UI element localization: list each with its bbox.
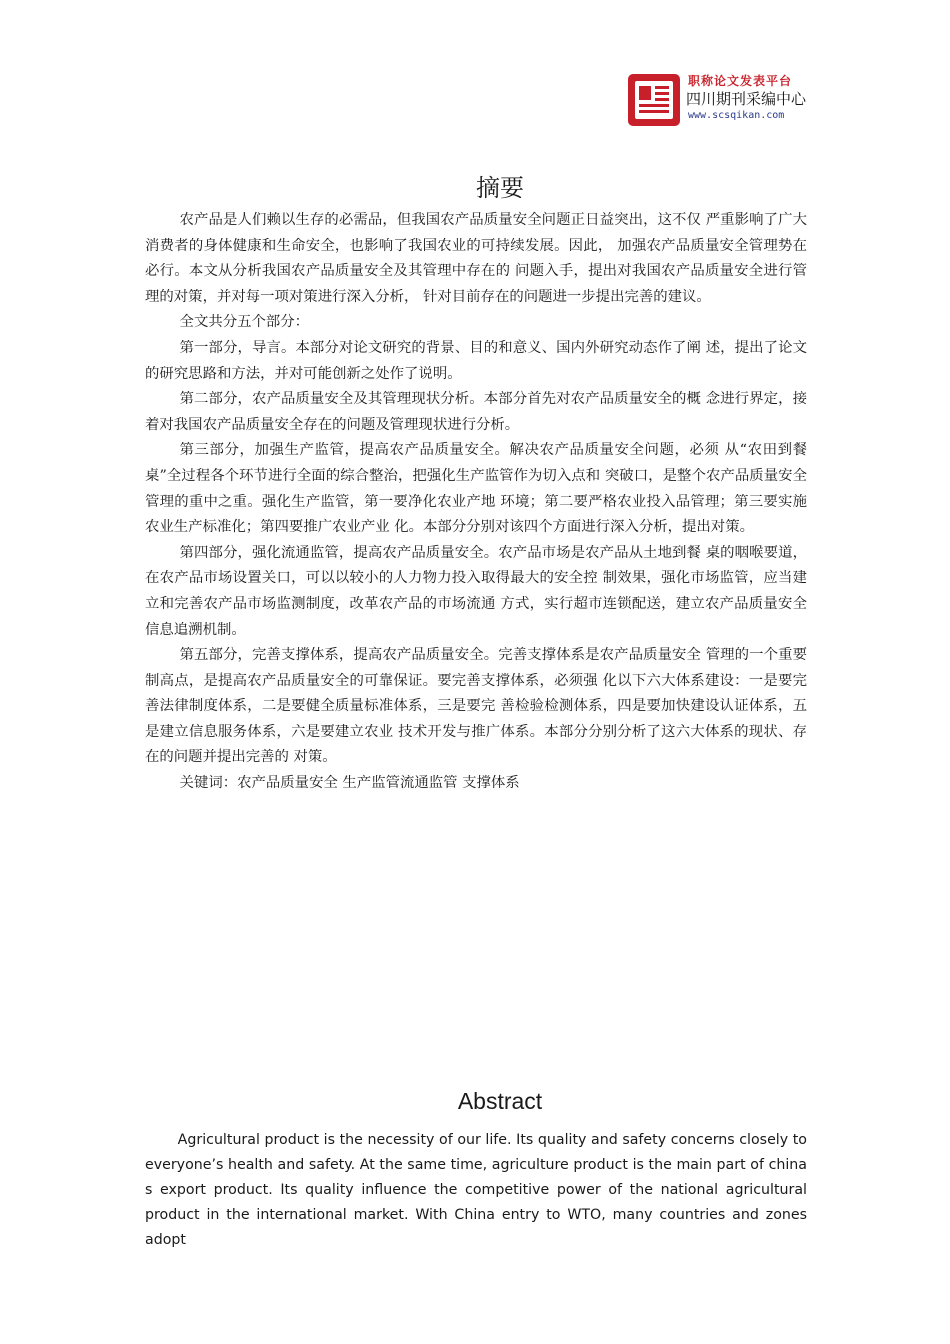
chinese-abstract-title: 摘要 xyxy=(476,174,524,202)
cn-paragraph: 第五部分，完善支撑体系，提高农产品质量安全。完善支撑体系是农产品质量安全 管理的一个重要制高点，是提高农产品质量安全的可靠保证。要完善支撑体系，必须强 化以下六大体系建设：一是要完善法律制度体系，二是要健全质量标准体系，三是要完 善检验检测体系，四是要加快建设认证体系，五是建立信息服务体系，六是要建立农业 技术开发与推广体系。本部分分别分析了这六大体系的现状、存在的问题并提出完善的 对策。 xyxy=(145,647,807,766)
publisher-logo xyxy=(628,72,818,128)
english-abstract-body xyxy=(145,1128,807,1253)
chinese-abstract-body xyxy=(145,208,807,797)
logo-url: www.scsqikan.com xyxy=(688,110,785,121)
cn-paragraph: 全文共分五个部分： xyxy=(179,314,310,331)
cn-keywords: 关键词：农产品质量安全 生产监管流通监管 支撑体系 xyxy=(179,775,520,792)
cn-paragraph: 第四部分，强化流通监管，提高农产品质量安全。农产品市场是农产品从土地到餐 桌的咽喉要道，在农产品市场设置关口，可以以较小的人力物力投入取得最大的安全控 制效果，强化市场监管，应当建立和完善农产品市场监测制度，改革农产品的市场流通 方式，实行超市连锁配送，建立农产品质量安全信息追溯机制。 xyxy=(145,544,807,638)
newspaper-icon xyxy=(628,74,680,126)
logo-tagline: 职称论文发表平台 xyxy=(688,74,793,88)
cn-paragraph: 第一部分，导言。本部分对论文研究的背景、目的和意义、国内外研究动态作了阐 述，提出了论文的研究思路和方法，并对可能创新之处作了说明。 xyxy=(145,339,807,382)
logo-name: 四川期刊采编中心 xyxy=(686,90,807,108)
en-paragraph: Agricultural product is the necessity of our life. Its quality and safety concerns closely to everyone’s health and safety. At the same time, agriculture product is the main part of china s export product. Its quality influence the competitive power of the national agricultural product in the international market. With China entry to WTO, many countries and zones adopt xyxy=(145,1132,807,1248)
cn-paragraph: 农产品是人们赖以生存的必需品，但我国农产品质量安全问题正日益突出，这不仅 严重影响了广大消费者的身体健康和生命安全，也影响了我国农业的可持续发展。因此， 加强农产品质量安全管理势在必行。本文从分析我国农产品质量安全及其管理中存在的 问题入手，提出对我国农产品质量安全进行管理的对策，并对每一项对策进行深入分析， 针对目前存在的问题进一步提出完善的建议。 xyxy=(145,212,807,305)
cn-paragraph: 第二部分，农产品质量安全及其管理现状分析。本部分首先对农产品质量安全的概 念进行界定，接着对我国农产品质量安全存在的问题及管理现状进行分析。 xyxy=(145,391,807,433)
english-abstract-title: Abstract xyxy=(457,1088,543,1114)
cn-paragraph: 第三部分，加强生产监管，提高农产品质量安全。解决农产品质量安全问题，必须 从“农田到餐桌”全过程各个环节进行全面的综合整治，把强化生产监管作为切入点和 突破口，是整个农产品质量安全管理的重中之重。强化生产监管，第一要净化农业产地 环境；第二要严格农业投入品管理；第三要实施农业生产标准化；第四要推广农业产业 化。本部分分别对该四个方面进行深入分析，提出对策。 xyxy=(145,442,807,536)
